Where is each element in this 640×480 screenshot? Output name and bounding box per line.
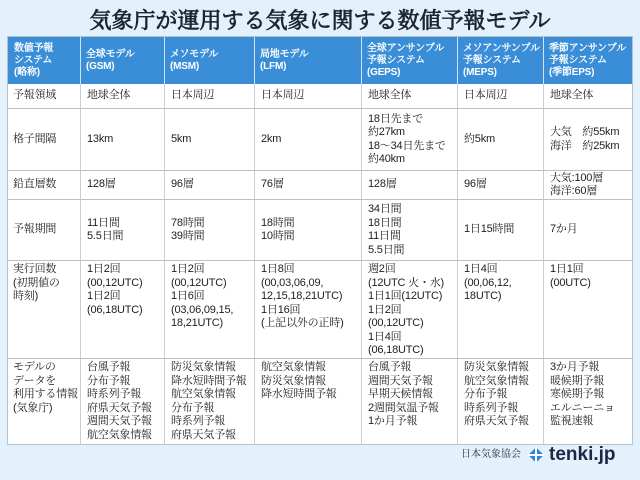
row-label-forecast-period <box>8 199 80 260</box>
footer-organization: 日本気象協会 <box>461 449 521 460</box>
header-line: (季節EPS) <box>549 66 595 78</box>
meps-grid-spacing <box>457 108 543 170</box>
cell-line: 防災気象情報 <box>261 374 326 387</box>
cell-line: 地球全体 <box>550 89 594 102</box>
header-system-name <box>8 37 80 84</box>
cell-line: 18時間 <box>261 216 295 229</box>
row-label-line: (気象庁) <box>13 401 53 414</box>
cell-line: 1日4回 <box>368 330 402 343</box>
model-comparison-table <box>8 37 632 444</box>
cell-line: 18〜34日先まで <box>368 139 446 152</box>
row-label-line: 時刻) <box>13 290 39 302</box>
meps-related-products <box>457 358 543 444</box>
cell-line: 台風予報 <box>87 361 131 373</box>
header-line: (略称) <box>14 66 40 78</box>
row-label-related-products <box>8 358 80 444</box>
cell-line: 1日2回 <box>171 263 205 275</box>
cell-line: 5.5日間 <box>87 230 124 242</box>
cell-line: 18UTC) <box>464 290 502 302</box>
cell-line: 地球全体 <box>87 89 131 102</box>
row-label-line: 実行回数 <box>13 263 57 275</box>
cell-line: エルニーニョ <box>550 401 615 414</box>
geps-forecast-area <box>361 84 457 108</box>
row-label-line: データを <box>13 374 57 387</box>
cell-line: 時系列予報 <box>464 401 518 414</box>
cell-line: 5km <box>171 132 192 145</box>
row-label-line: 格子間隔 <box>13 132 57 145</box>
cell-line: 7か月 <box>550 223 578 236</box>
header-line: 予報システム <box>463 54 521 66</box>
gsm-vertical-levels <box>80 170 164 199</box>
cell-line: 航空気象情報 <box>87 428 152 441</box>
cell-line: 監視速報 <box>550 415 594 427</box>
cell-line: 降水短時間予報 <box>171 374 247 387</box>
geps-forecast-period <box>361 199 457 260</box>
row-label-line: 予報領域 <box>13 89 57 102</box>
msm-grid-spacing <box>164 108 254 170</box>
cell-line: 1日6回 <box>171 290 205 302</box>
msm-related-products <box>164 358 254 444</box>
lfm-forecast-period <box>254 199 361 260</box>
cell-line: 11日間 <box>368 230 401 242</box>
cell-line: 府県天気予報 <box>464 415 529 427</box>
cell-line: 18日先まで <box>368 112 424 125</box>
header-meps <box>457 37 543 84</box>
cell-line: 96層 <box>464 178 487 191</box>
row-label-vertical-levels <box>8 170 80 199</box>
cell-line: 1日1回(12UTC) <box>368 290 443 302</box>
cell-line: 防災気象情報 <box>171 361 236 373</box>
cell-line: 128層 <box>368 178 397 191</box>
cell-line: 防災気象情報 <box>464 361 529 373</box>
cell-line: 1日2回 <box>368 303 402 316</box>
cell-line: 1日8回 <box>261 263 295 275</box>
row-label-line: 鉛直層数 <box>13 178 57 191</box>
header-line: メソアンサンブル <box>463 42 540 54</box>
row-label-line: モデルの <box>13 361 56 373</box>
seasonal-eps-run-frequency <box>543 260 632 358</box>
cell-line: 1日15時間 <box>464 223 515 236</box>
header-line: 予報システム <box>549 54 607 66</box>
cell-line: 2週間気温予報 <box>368 401 439 414</box>
header-msm <box>164 37 254 84</box>
cell-line: 5.5日間 <box>368 243 405 256</box>
row-label-line: 利用する情報 <box>13 388 78 400</box>
cell-line: 約40km <box>368 153 405 165</box>
cell-line: 10時間 <box>261 230 295 242</box>
cell-line: 日本周辺 <box>464 89 508 102</box>
msm-forecast-period <box>164 199 254 260</box>
cell-line: 時系列予報 <box>87 388 141 400</box>
header-line: 数値予報 <box>14 42 54 54</box>
cell-line: 地球全体 <box>368 89 412 102</box>
header-lfm <box>254 37 361 84</box>
header-gsm <box>80 37 164 84</box>
page-title: 気象庁が運用する気象に関する数値予報モデル <box>89 8 551 33</box>
cell-line: 日本周辺 <box>261 89 305 102</box>
cell-line: (00,12UTC) <box>171 276 227 289</box>
seasonal-eps-forecast-area <box>543 84 632 108</box>
cell-line: 13km <box>87 132 114 145</box>
cell-line: 1か月予報 <box>368 415 418 427</box>
cell-line: 大気 約55km <box>550 126 620 138</box>
header-line: (LFM) <box>260 60 287 72</box>
cell-line: 週2回 <box>368 263 396 275</box>
cell-line: (06,18UTC) <box>368 344 424 356</box>
cell-line: 1日4回 <box>464 263 498 275</box>
brand-name: tenki.jp <box>549 444 616 465</box>
cell-line: 39時間 <box>171 230 205 242</box>
cell-line: 18,21UTC) <box>171 317 223 329</box>
cell-line: 1日16回 <box>261 303 301 316</box>
header-line: (GEPS) <box>367 66 401 78</box>
geps-run-frequency <box>361 260 457 358</box>
seasonal-eps-grid-spacing <box>543 108 632 170</box>
header-geps <box>361 37 457 84</box>
gsm-run-frequency <box>80 260 164 358</box>
cell-line: 約27km <box>368 126 405 138</box>
seasonal-eps-vertical-levels <box>543 170 632 199</box>
geps-grid-spacing <box>361 108 457 170</box>
cell-line: 約5km <box>464 132 495 145</box>
cell-line: 128層 <box>87 178 116 191</box>
row-label-run-frequency <box>8 260 80 358</box>
cell-line: 18日間 <box>368 216 402 229</box>
cell-line: 分布予報 <box>464 388 508 400</box>
cell-line: 分布予報 <box>87 374 131 387</box>
meps-forecast-area <box>457 84 543 108</box>
header-line: システム <box>14 54 53 66</box>
lfm-grid-spacing <box>254 108 361 170</box>
msm-forecast-area <box>164 84 254 108</box>
cell-line: 96層 <box>171 178 194 191</box>
cell-line: 暖候期予報 <box>550 374 604 387</box>
cell-line: (00,03,06,09, <box>261 276 324 289</box>
cell-line: (03,06,09,15, <box>171 303 234 316</box>
cell-line: 日本周辺 <box>171 89 215 102</box>
gsm-forecast-area <box>80 84 164 108</box>
header-seasonal-eps <box>543 37 632 84</box>
cell-line: 76層 <box>261 178 284 191</box>
header-line: メソモデル <box>170 48 219 60</box>
msm-run-frequency <box>164 260 254 358</box>
cell-line: 大気:100層 <box>550 171 604 184</box>
lfm-vertical-levels <box>254 170 361 199</box>
header-line: 全球モデル <box>86 48 135 60</box>
cell-line: 寒候期予報 <box>550 388 604 400</box>
row-label-grid-spacing <box>8 108 80 170</box>
cell-line: 航空気象情報 <box>464 374 529 387</box>
header-line: 予報システム <box>367 54 425 66</box>
tenki-logo-icon <box>527 446 545 464</box>
gsm-grid-spacing <box>80 108 164 170</box>
cell-line: 1日2回 <box>87 263 121 275</box>
msm-vertical-levels <box>164 170 254 199</box>
lfm-forecast-area <box>254 84 361 108</box>
cell-line: 早期天候情報 <box>368 388 433 400</box>
header-line: (GSM) <box>86 60 115 72</box>
header-line: (MSM) <box>170 60 199 72</box>
meps-run-frequency <box>457 260 543 358</box>
seasonal-eps-related-products <box>543 358 632 444</box>
cell-line: 3か月予報 <box>550 361 600 373</box>
geps-vertical-levels <box>361 170 457 199</box>
cell-line: (12UTC 火・水) <box>368 276 445 289</box>
cell-line: (上記以外の正時) <box>261 317 344 329</box>
cell-line: 海洋:60層 <box>550 185 598 197</box>
cell-line: 週間天気予報 <box>87 415 152 427</box>
cell-line: 2km <box>261 132 282 145</box>
cell-line: 時系列予報 <box>171 415 225 427</box>
meps-forecast-period <box>457 199 543 260</box>
cell-line: (00,12UTC) <box>368 317 424 329</box>
cell-line: 府県天気予報 <box>87 401 152 414</box>
cell-line: (06,18UTC) <box>87 303 143 316</box>
cell-line: 1日1回 <box>550 263 584 275</box>
cell-line: 降水短時間予報 <box>261 388 337 400</box>
cell-line: (00,12UTC) <box>87 276 143 289</box>
header-line: (MEPS) <box>463 66 497 78</box>
cell-line: 台風予報 <box>368 361 412 373</box>
cell-line: 34日間 <box>368 203 402 215</box>
cell-line: 海洋 約25km <box>550 139 620 152</box>
header-line: 局地モデル <box>260 48 309 60</box>
cell-line: (00,06,12, <box>464 276 512 289</box>
cell-line: 11日間 <box>87 216 120 229</box>
cell-line: (00UTC) <box>550 276 591 289</box>
gsm-related-products <box>80 358 164 444</box>
row-label-line: (初期値の <box>13 276 60 289</box>
row-label-line: 予報期間 <box>13 223 57 236</box>
cell-line: 78時間 <box>171 216 205 229</box>
cell-line: 航空気象情報 <box>171 388 236 400</box>
header-line: 季節アンサンブル <box>549 42 627 54</box>
cell-line: 1日2回 <box>87 290 121 302</box>
cell-line: 分布予報 <box>171 401 215 414</box>
lfm-run-frequency <box>254 260 361 358</box>
cell-line: 府県天気予報 <box>171 428 236 441</box>
lfm-related-products <box>254 358 361 444</box>
header-line: 全球アンサンブル <box>367 42 445 54</box>
cell-line: 週間天気予報 <box>368 374 433 387</box>
geps-related-products <box>361 358 457 444</box>
gsm-forecast-period <box>80 199 164 260</box>
row-label-forecast-area <box>8 84 80 108</box>
cell-line: 航空気象情報 <box>261 361 326 373</box>
cell-line: 12,15,18,21UTC) <box>261 290 343 302</box>
meps-vertical-levels <box>457 170 543 199</box>
seasonal-eps-forecast-period <box>543 199 632 260</box>
